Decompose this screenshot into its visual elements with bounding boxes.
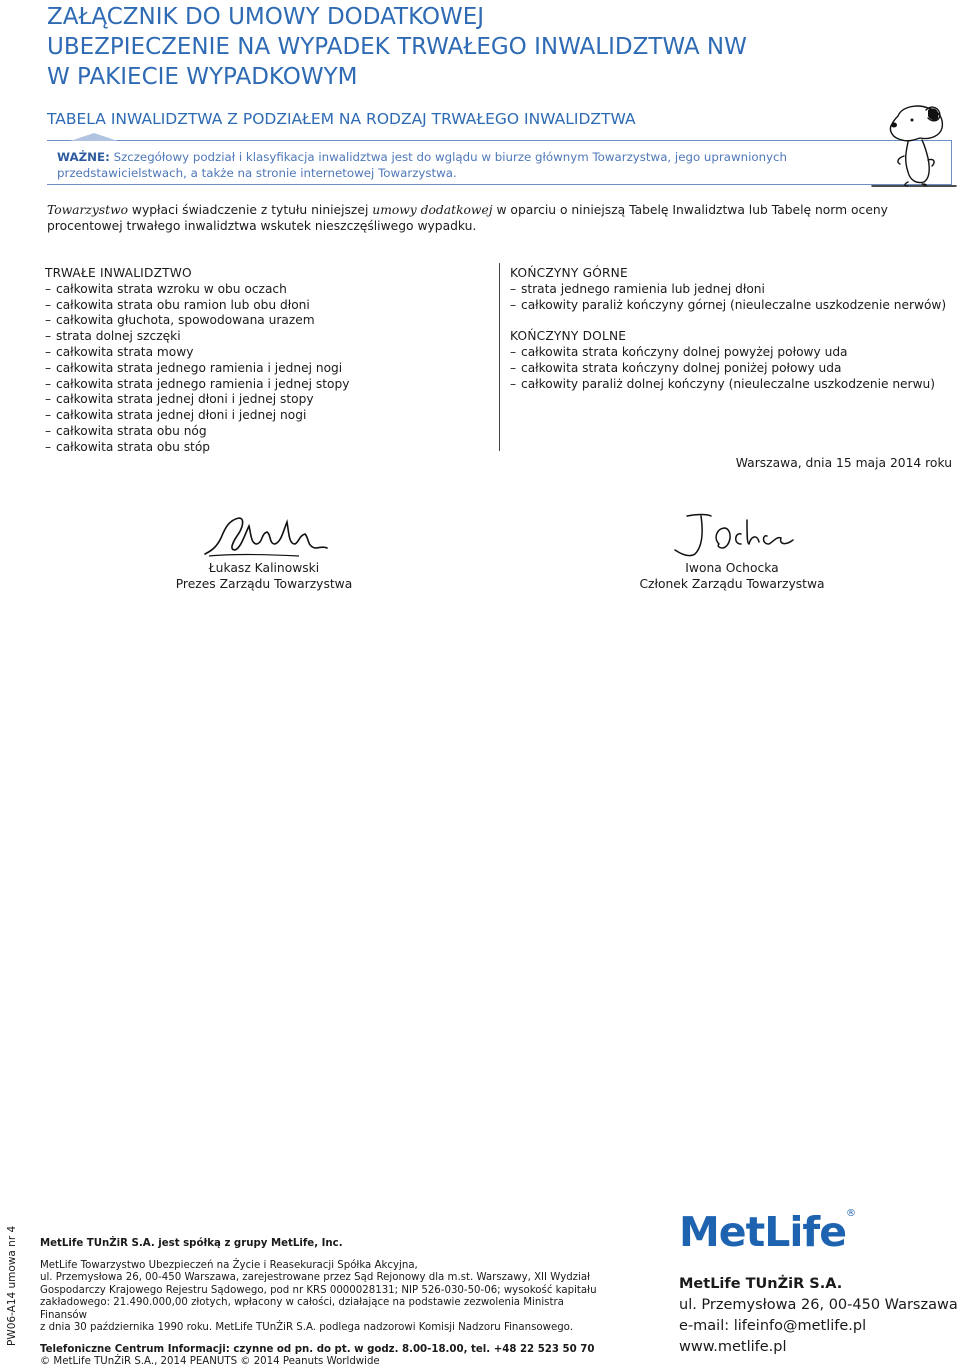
column-divider [499,263,500,451]
title-line: ZAŁĄCZNIK DO UMOWY DODATKOWEJ [47,4,485,30]
footer-phone: Telefoniczne Centrum Informacji: czynne od pn. do pt. w godz. 8.00-18.00, tel. +48 22 523 50 70 [40,1343,595,1355]
list-item: – całkowita strata obu stóp [45,439,211,454]
limbs-disability-list [510,266,955,393]
contact-company: MetLife TUnŻiR S.A. [679,1276,843,1292]
intro-term-company: Towarzystwo [47,203,128,217]
notice-text [57,149,837,181]
footer-legal [40,1238,600,1369]
list-item: – całkowita strata obu nóg [45,423,207,438]
list-item: – całkowita strata wzroku w obu oczach [45,281,287,296]
section-heading: KOŃCZYNY GÓRNE [510,266,628,280]
intro-term-contract: umowy dodatkowej [372,203,493,217]
notice-body: Szczegółowy podział i klasyfikacja inwalidztwa jest do wglądu w biurze głównym Towarzystwa, jego uprawnionych przedstawicielstwach, a także na stronie internetowej Towarzystwa. [57,150,787,180]
notice-box [47,140,952,185]
list-item: – strata dolnej szczęki [45,329,181,344]
section-heading: KOŃCZYNY DOLNE [510,329,627,344]
logo-wordmark: MetLife [679,1208,847,1256]
footer-line: Gospodarczy Krajowego Rejestru Sądowego, pod nr KRS 0000028131; NIP 526-030-50-06; wysokość kapitału [40,1284,597,1296]
list-item: – strata jednego ramienia lub jednej dłoni [510,281,765,296]
registered-mark: ® [846,1208,857,1219]
footer-line: ul. Przemysłowa 26, 00-450 Warszawa, zarejestrowane przez Sąd Rejonowy dla m.st. Warszawy, XII Wydział [40,1272,591,1283]
list-item: – całkowita strata jednej dłoni i jednej nogi [45,408,307,423]
contact-address: ul. Przemysłowa 26, 00-450 Warszawa [679,1297,958,1313]
footer-line: zakładowego: 21.490.000,00 złotych, wpłacony w całości, działające na podstawie zezwolenia Ministra Finansów [40,1297,564,1321]
contact-website[interactable]: www.metlife.pl [679,1339,787,1355]
notice-tab-marker [70,133,118,141]
footer-copyright: © MetLife TUnŻiR S.A., 2014 PEANUTS © 2014 Peanuts Worldwide [40,1356,380,1367]
list-item: – całkowita strata jednego ramienia i jednej nogi [45,360,343,375]
notice-label: WAŻNE: [57,150,110,164]
list-item: – całkowita strata kończyny dolnej poniżej połowy uda [510,360,842,375]
list-item: – całkowity paraliż dolnej kończyny (nieuleczalne uszkodzenie nerwu) [510,376,936,391]
list-item: – całkowita głuchota, spowodowana urazem [45,313,315,328]
snoopy-illustration [868,100,960,190]
footer-line: MetLife Towarzystwo Ubezpieczeń na Życie i Reasekuracji Spółka Akcyjna, [40,1259,418,1271]
list-item: – całkowita strata jednego ramienia i jednej stopy [45,376,350,391]
footer-group-line: MetLife TUnŻiR S.A. jest spółką z grupy MetLife, Inc. [40,1238,343,1249]
list-item: – całkowita strata obu ramion lub obu dłoni [45,297,310,312]
signatory-name: Iwona Ochocka [685,561,779,575]
footer-line: z dnia 30 października 1990 roku. MetLife TUnŻiR S.A. podlega nadzorowi Komisji Nadzoru Finansowego. [40,1322,573,1333]
intro-text: wypłaci świadczenie z tytułu niniejszej [128,203,373,217]
metlife-logo [679,1208,856,1256]
signatory-role: Prezes Zarządu Towarzystwa [175,577,353,591]
title-line: W PAKIECIE WYPADKOWYM [47,64,358,90]
signatory-role: Członek Zarządu Towarzystwa [639,577,825,591]
table-subtitle: TABELA INWALIDZTWA Z PODZIAŁEM NA RODZAJ TRWAŁEGO INWALIDZTWA [47,110,636,128]
list-item: – całkowita strata jednej dłoni i jednej stopy [45,392,314,407]
handwritten-signature [199,510,329,560]
list-item: – całkowita strata mowy [45,344,194,359]
document-title [47,2,867,92]
title-line: UBEZPIECZENIE NA WYPADEK TRWAŁEGO INWALIDZTWA NW [47,34,747,60]
document-code: PW06-A14 umowa nr 4 [6,1225,18,1346]
contact-block [679,1274,959,1358]
list-item: – całkowity paraliż kończyny górnej (nieuleczalne uszkodzenie nerwów) [510,297,947,312]
place-date: Warszawa, dnia 15 maja 2014 roku [735,456,952,470]
signature-block-president [164,510,364,592]
handwritten-signature [667,510,797,560]
contact-email[interactable]: e-mail: lifeinfo@metlife.pl [679,1318,867,1334]
list-item: – całkowita strata kończyny dolnej powyżej połowy uda [510,345,848,360]
intro-paragraph [47,202,957,234]
permanent-disability-list [45,266,495,456]
signatory-name: Łukasz Kalinowski [208,561,320,575]
signature-block-board-member [620,510,844,592]
intro-text: w oparciu o niniejszą Tabelę Inwalidztwa lub Tabelę norm oceny procentowej trwałego inwalidztwa wskutek nieszczęśliwego wypadku. [47,203,888,233]
section-heading: TRWAŁE INWALIDZTWO [45,266,192,280]
